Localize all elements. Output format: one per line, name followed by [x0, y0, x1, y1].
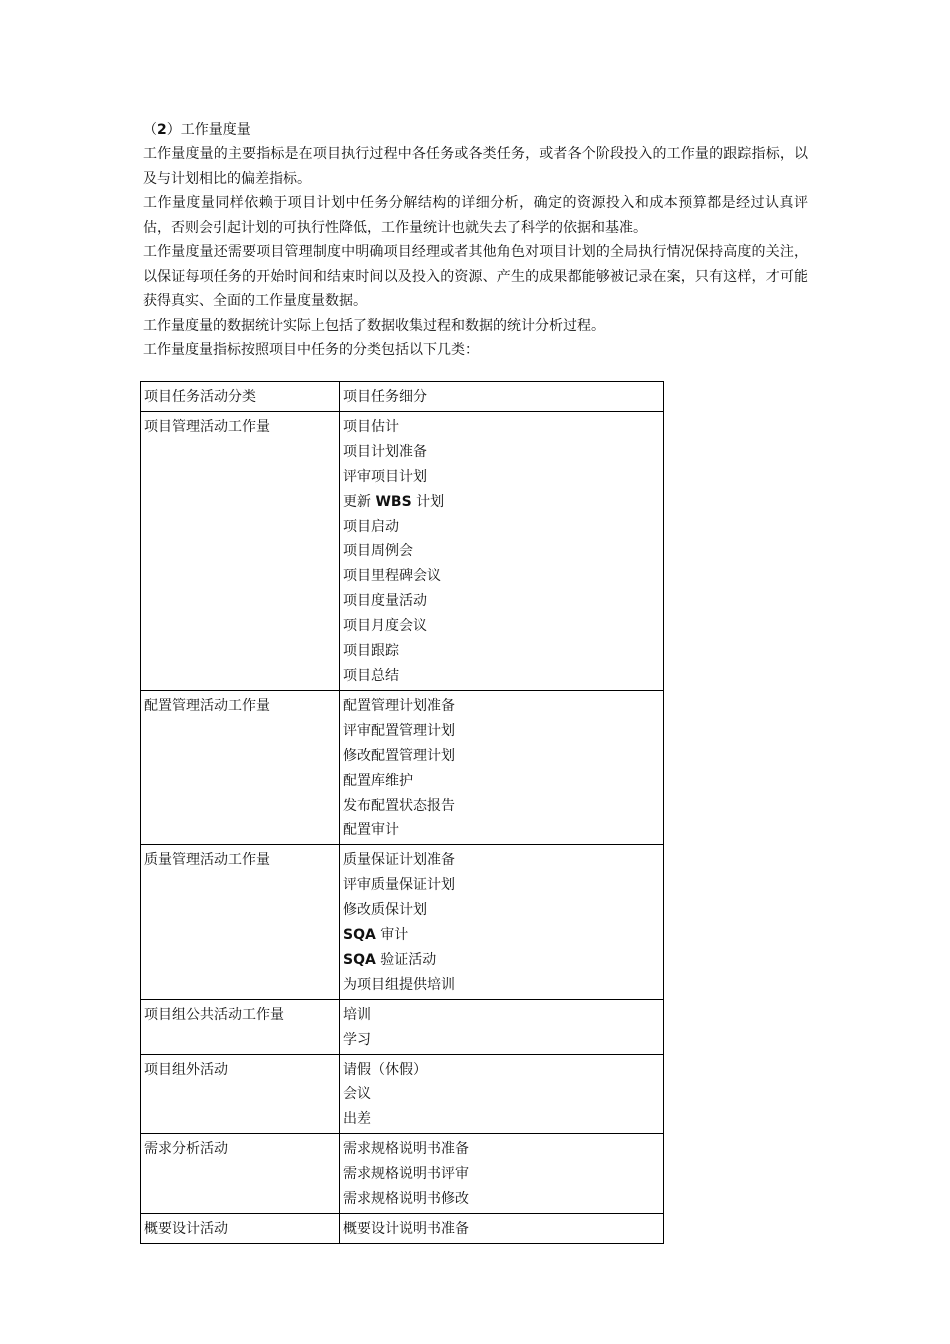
subtask-item: 出差	[343, 1111, 372, 1128]
subtask-item: 发布配置状态报告	[343, 797, 456, 814]
category-cell: 需求分析活动	[141, 1134, 340, 1214]
document-body	[143, 118, 808, 363]
subtask-cell	[340, 845, 664, 999]
subtask-item: 项目启动	[343, 518, 400, 535]
table-row	[141, 1054, 664, 1134]
category-cell: 项目组公共活动工作量	[141, 999, 340, 1054]
table-row	[141, 999, 664, 1054]
subtask-item: 更新 WBS 计划	[343, 493, 445, 510]
subtask-item: 需求规格说明书评审	[343, 1166, 470, 1183]
subtask-item: 项目里程碑会议	[343, 568, 442, 585]
header-subtasks: 项目任务细分	[340, 382, 664, 412]
subtask-cell	[340, 1054, 664, 1134]
subtask-item: 项目度量活动	[343, 593, 428, 610]
heading-number: 2	[157, 122, 167, 138]
subtask-item: 概要设计说明书准备	[343, 1221, 470, 1237]
header-category: 项目任务活动分类	[141, 382, 340, 412]
subtask-cell	[340, 1134, 664, 1214]
table-row	[141, 1134, 664, 1214]
subtask-item: SQA 验证活动	[343, 951, 437, 968]
paragraph-1: 工作量度量的主要指标是在项目执行过程中各任务或各类任务，或者各个阶段投入的工作量的跟踪指标，以及与计划相比的偏差指标。	[143, 146, 808, 187]
category-cell: 质量管理活动工作量	[141, 845, 340, 999]
table-header-row	[141, 382, 664, 412]
subtask-item: 项目周例会	[343, 543, 414, 560]
subtask-item: 项目计划准备	[343, 443, 428, 460]
subtask-item: 配置库维护	[343, 772, 414, 789]
paragraph-4: 工作量度量的数据统计实际上包括了数据收集过程和数据的统计分析过程。	[143, 317, 605, 334]
paragraph-5: 工作量度量指标按照项目中任务的分类包括以下几类：	[143, 342, 479, 358]
table-row	[141, 411, 664, 690]
subtask-cell	[340, 999, 664, 1054]
table-row	[141, 1214, 664, 1244]
category-cell: 项目管理活动工作量	[141, 411, 340, 690]
subtask-item: 评审配置管理计划	[343, 722, 456, 739]
subtask-item: 培训	[343, 1006, 372, 1023]
section-heading	[143, 118, 808, 142]
subtask-item: 会议	[343, 1086, 372, 1103]
category-cell: 项目组外活动	[141, 1054, 340, 1134]
subtask-item: 学习	[343, 1031, 372, 1048]
subtask-cell	[340, 1214, 664, 1244]
subtask-item: 修改配置管理计划	[343, 747, 456, 764]
subtask-item: SQA 审计	[343, 927, 409, 944]
subtask-item: 质量保证计划准备	[343, 852, 456, 869]
table-row	[141, 690, 664, 844]
subtask-item: 项目月度会议	[343, 618, 428, 635]
subtask-item: 项目总结	[343, 667, 400, 684]
subtask-item: 修改质保计划	[343, 902, 428, 919]
table-row	[141, 845, 664, 999]
heading-title: ）工作量度量	[166, 122, 251, 138]
paragraph-2: 工作量度量同样依赖于项目计划中任务分解结构的详细分析，确定的资源投入和成本预算都是经过认真评估，否则会引起计划的可执行性降低，工作量统计也就失去了科学的依据和基准。	[143, 195, 808, 236]
category-cell: 配置管理活动工作量	[141, 690, 340, 844]
subtask-item: 需求规格说明书准备	[343, 1141, 470, 1158]
subtask-item: 配置管理计划准备	[343, 697, 456, 714]
paragraph-3: 工作量度量还需要项目管理制度中明确项目经理或者其他角色对项目计划的全局执行情况保持高度的关注，以保证每项任务的开始时间和结束时间以及投入的资源、产生的成果都能够被记录在案，只有这样，才可能获得真实、全面的工作量度量数据。	[143, 244, 808, 309]
subtask-item: 项目跟踪	[343, 643, 400, 660]
subtask-item: 项目估计	[343, 418, 400, 435]
subtask-item: 评审项目计划	[343, 468, 428, 485]
subtask-item: 为项目组提供培训	[343, 976, 456, 993]
subtask-item: 需求规格说明书修改	[343, 1191, 470, 1208]
task-classification-table	[140, 381, 664, 1244]
category-cell: 概要设计活动	[141, 1214, 340, 1244]
subtask-cell	[340, 690, 664, 844]
subtask-item: 配置审计	[343, 822, 400, 839]
heading-prefix: （	[143, 122, 157, 138]
subtask-cell	[340, 411, 664, 690]
subtask-item: 评审质量保证计划	[343, 877, 456, 894]
subtask-item: 请假（休假）	[343, 1061, 428, 1078]
